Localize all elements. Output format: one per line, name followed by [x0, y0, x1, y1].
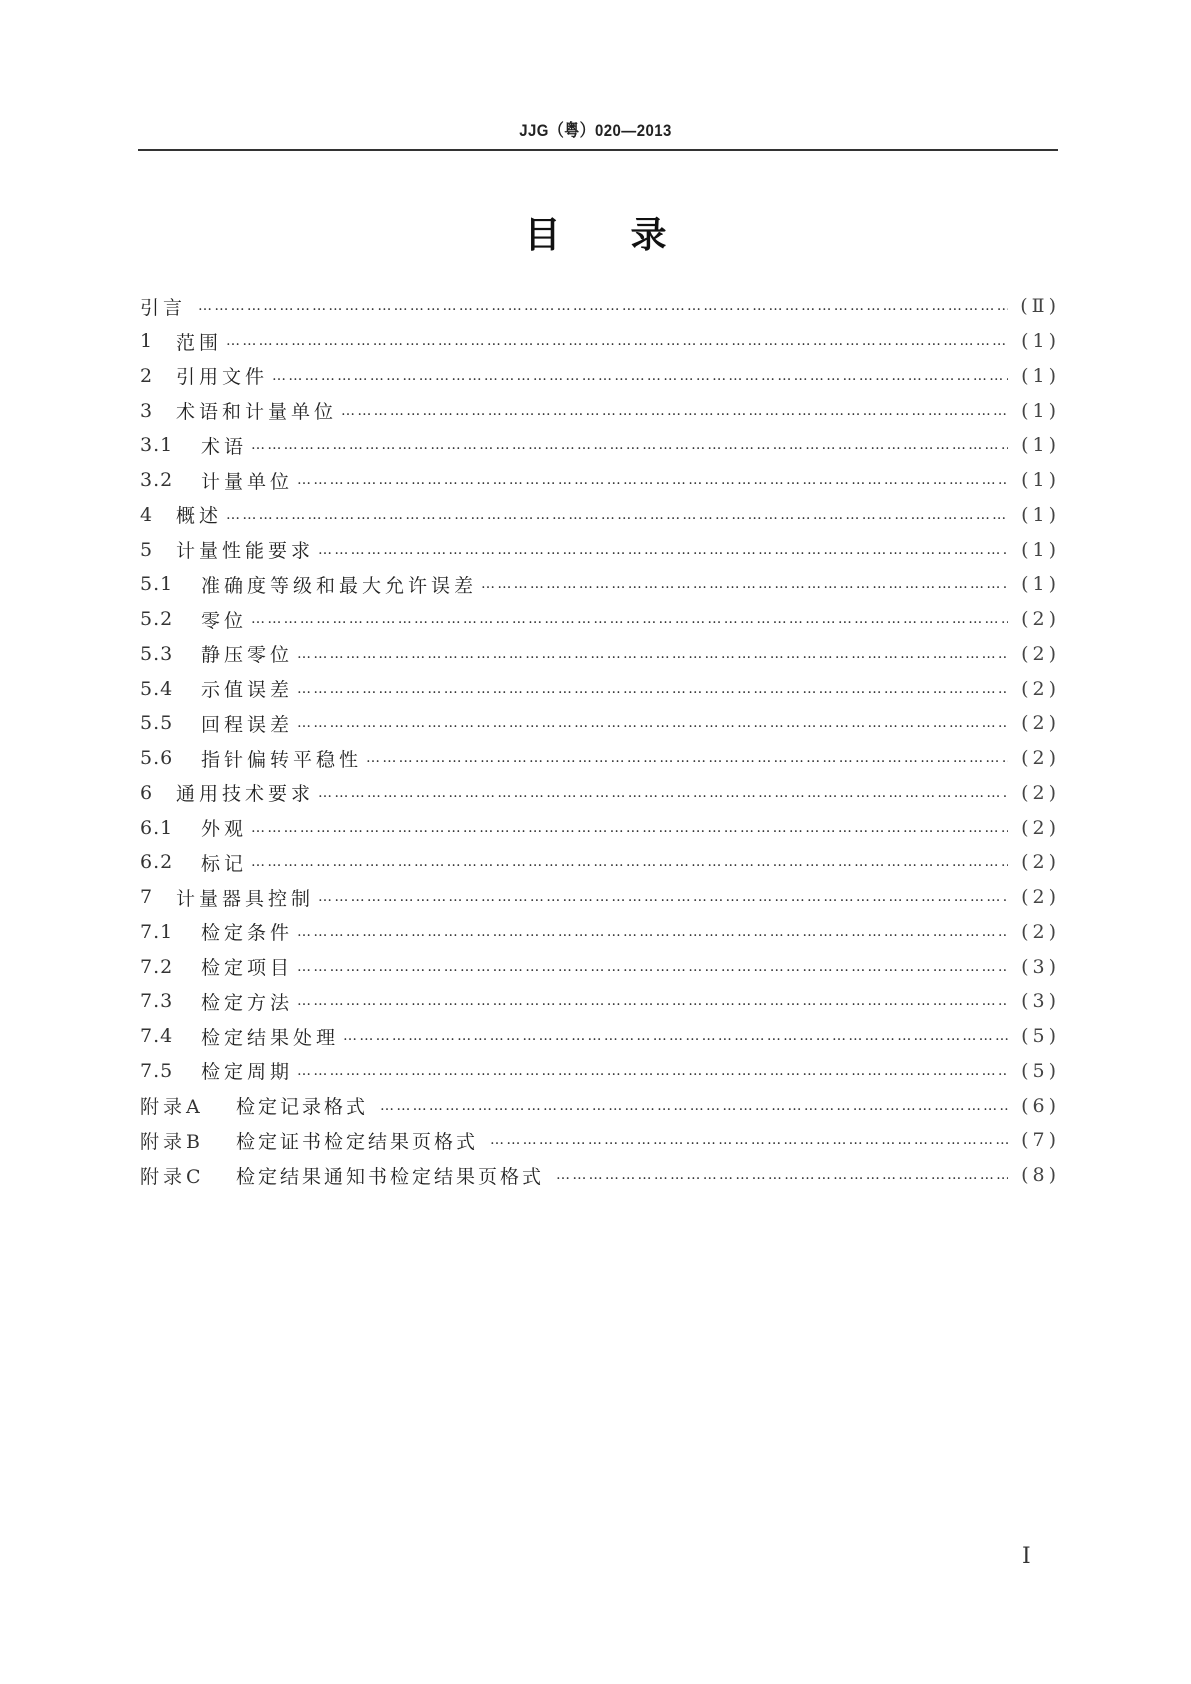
toc-entry-label: 术语: [201, 435, 248, 458]
toc-entry[interactable]: [140, 532, 1060, 567]
toc-entry-number: 5.1: [140, 573, 174, 596]
toc-entry-number: 6: [140, 781, 154, 804]
toc-entry-label: 检定记录格式: [236, 1096, 369, 1119]
dot-leader: [318, 785, 1008, 801]
dot-leader: [297, 715, 1008, 731]
dot-leader: [272, 368, 1008, 384]
dot-leader: [297, 959, 1008, 975]
toc-entry-number: 5.3: [140, 642, 174, 665]
toc-entry[interactable]: [140, 915, 1060, 950]
toc-entry-label: 检定方法: [201, 991, 294, 1014]
toc-entry-label: 检定项目: [201, 957, 294, 980]
toc-entry-label: 检定结果处理: [201, 1026, 340, 1049]
toc-entry-number: 4: [140, 503, 154, 526]
toc-entry-label: 引言: [140, 296, 187, 319]
toc-entry[interactable]: [140, 289, 1060, 324]
dot-leader: [297, 472, 1008, 488]
toc-entry[interactable]: [140, 741, 1060, 776]
toc-entry-label: 术语和计量单位: [176, 401, 338, 424]
toc-entry[interactable]: [140, 1088, 1060, 1123]
toc-entry-page: (7): [1021, 1129, 1060, 1152]
toc-entry[interactable]: [140, 463, 1060, 498]
toc-entry-page: (3): [1021, 955, 1060, 978]
dot-leader: [251, 854, 1008, 870]
toc-entry-label: 标记: [201, 852, 248, 875]
toc-entry[interactable]: [140, 671, 1060, 706]
toc-entry-page: (2): [1021, 886, 1060, 909]
dot-leader: [556, 1167, 1008, 1183]
toc-entry[interactable]: [140, 324, 1060, 359]
toc-entry[interactable]: [140, 637, 1060, 672]
dot-leader: [297, 646, 1008, 662]
page-folio: I: [1022, 1544, 1031, 1569]
dot-leader: [341, 403, 1008, 419]
toc-entry-number: 5: [140, 538, 154, 561]
toc-entry[interactable]: [140, 880, 1060, 915]
dot-leader: [380, 1098, 1008, 1114]
toc-entry-page: (Ⅱ): [1020, 295, 1060, 318]
table-of-contents: [140, 289, 1060, 1193]
toc-entry-page: (2): [1021, 677, 1060, 700]
title-char-right: 录: [630, 215, 667, 256]
dot-leader: [343, 1028, 1008, 1044]
toc-entry-page: (2): [1021, 781, 1060, 804]
toc-entry-page: (2): [1021, 747, 1060, 770]
toc-entry-label: 准确度等级和最大允许误差: [201, 574, 478, 597]
document-code-header: JJG（粤）020—2013: [519, 121, 672, 140]
toc-entry-page: (2): [1021, 712, 1060, 735]
toc-entry[interactable]: [140, 1019, 1060, 1054]
toc-entry-page: (2): [1021, 851, 1060, 874]
toc-entry[interactable]: [140, 602, 1060, 637]
title-char-left: 目: [524, 215, 561, 256]
toc-entry-label: 外观: [201, 818, 248, 841]
toc-entry-label: 范围: [176, 331, 223, 354]
header-rule: [138, 149, 1058, 151]
toc-entry[interactable]: [140, 810, 1060, 845]
toc-entry-page: (1): [1021, 573, 1060, 596]
toc-entry-page: (8): [1021, 1164, 1060, 1187]
toc-entry-label: 零位: [201, 609, 248, 632]
toc-entry-page: (2): [1021, 642, 1060, 665]
toc-entry-label: 通用技术要求: [176, 783, 315, 806]
dot-leader: [297, 924, 1008, 940]
toc-entry-number: 6.1: [140, 816, 174, 839]
toc-entry-number: 5.2: [140, 608, 174, 631]
toc-entry-page: (1): [1021, 364, 1060, 387]
toc-entry-label: 回程误差: [201, 713, 294, 736]
toc-entry[interactable]: [140, 706, 1060, 741]
toc-entry-page: (1): [1021, 538, 1060, 561]
toc-entry-number: 2: [140, 364, 154, 387]
toc-entry[interactable]: [140, 567, 1060, 602]
toc-entry-page: (1): [1021, 469, 1060, 492]
toc-entry[interactable]: [140, 1054, 1060, 1089]
toc-entry-number: 3.2: [140, 469, 174, 492]
toc-entry-number: 7: [140, 886, 154, 909]
toc-entry-page: (1): [1021, 399, 1060, 422]
toc-entry-page: (5): [1021, 1025, 1060, 1048]
toc-entry-page: (2): [1021, 816, 1060, 839]
toc-entry-number: 5.6: [140, 747, 174, 770]
dot-leader: [251, 820, 1008, 836]
dot-leader: [251, 611, 1008, 627]
dot-leader: [366, 750, 1008, 766]
toc-entry-page: (6): [1021, 1094, 1060, 1117]
toc-entry-label: 检定周期: [201, 1061, 294, 1084]
dot-leader: [226, 333, 1008, 349]
dot-leader: [490, 1132, 1008, 1148]
toc-entry[interactable]: [140, 1123, 1060, 1158]
toc-entry-page: (3): [1021, 990, 1060, 1013]
dot-leader: [297, 681, 1008, 697]
toc-entry[interactable]: [140, 359, 1060, 394]
toc-entry-number: 7.4: [140, 1025, 174, 1048]
toc-entry-label: 指针偏转平稳性: [201, 748, 363, 771]
toc-entry[interactable]: [140, 984, 1060, 1019]
toc-entry-page: (5): [1021, 1059, 1060, 1082]
toc-entry-number: 7.3: [140, 990, 174, 1013]
toc-entry-page: (1): [1021, 503, 1060, 526]
toc-entry-page: (2): [1021, 608, 1060, 631]
toc-entry-number: 附录B: [140, 1130, 204, 1153]
toc-entry-label: 检定证书检定结果页格式: [236, 1130, 479, 1153]
dot-leader: [297, 993, 1008, 1009]
dot-leader: [226, 507, 1008, 523]
toc-entry[interactable]: [140, 428, 1060, 463]
toc-entry[interactable]: [140, 393, 1060, 428]
toc-entry-label: 检定结果通知书检定结果页格式: [236, 1165, 545, 1188]
dot-leader: [318, 889, 1008, 905]
toc-entry-number: 5.5: [140, 712, 174, 735]
toc-entry-label: 引用文件: [176, 366, 269, 389]
toc-entry-label: 静压零位: [201, 644, 294, 667]
toc-entry-number: 7.1: [140, 920, 174, 943]
toc-entry-number: 3.1: [140, 434, 174, 457]
toc-entry[interactable]: [140, 949, 1060, 984]
toc-entry[interactable]: [140, 498, 1060, 533]
toc-entry-label: 检定条件: [201, 922, 294, 945]
toc-entry-number: 附录A: [140, 1096, 204, 1119]
toc-entry[interactable]: [140, 776, 1060, 811]
dot-leader: [198, 298, 1008, 314]
dot-leader: [297, 1063, 1008, 1079]
toc-entry-label: 计量单位: [201, 470, 294, 493]
toc-entry-number: 附录C: [140, 1165, 205, 1188]
dot-leader: [481, 576, 1008, 592]
toc-entry-number: 5.4: [140, 677, 174, 700]
toc-entry-number: 7.2: [140, 955, 174, 978]
toc-entry-label: 示值误差: [201, 679, 294, 702]
toc-entry-number: 1: [140, 330, 154, 353]
toc-entry-page: (1): [1021, 434, 1060, 457]
toc-entry-number: 3: [140, 399, 154, 422]
toc-entry-page: (2): [1021, 920, 1060, 943]
toc-entry-label: 计量器具控制: [176, 887, 315, 910]
dot-leader: [318, 542, 1008, 558]
toc-entry-page: (1): [1021, 330, 1060, 353]
toc-entry-number: 6.2: [140, 851, 174, 874]
page-title: [0, 207, 1191, 258]
toc-entry-label: 概述: [176, 505, 223, 528]
dot-leader: [251, 437, 1008, 453]
toc-entry-label: 计量性能要求: [176, 540, 315, 563]
toc-entry-number: 7.5: [140, 1059, 174, 1082]
toc-entry[interactable]: [140, 845, 1060, 880]
toc-entry[interactable]: [140, 1158, 1060, 1193]
